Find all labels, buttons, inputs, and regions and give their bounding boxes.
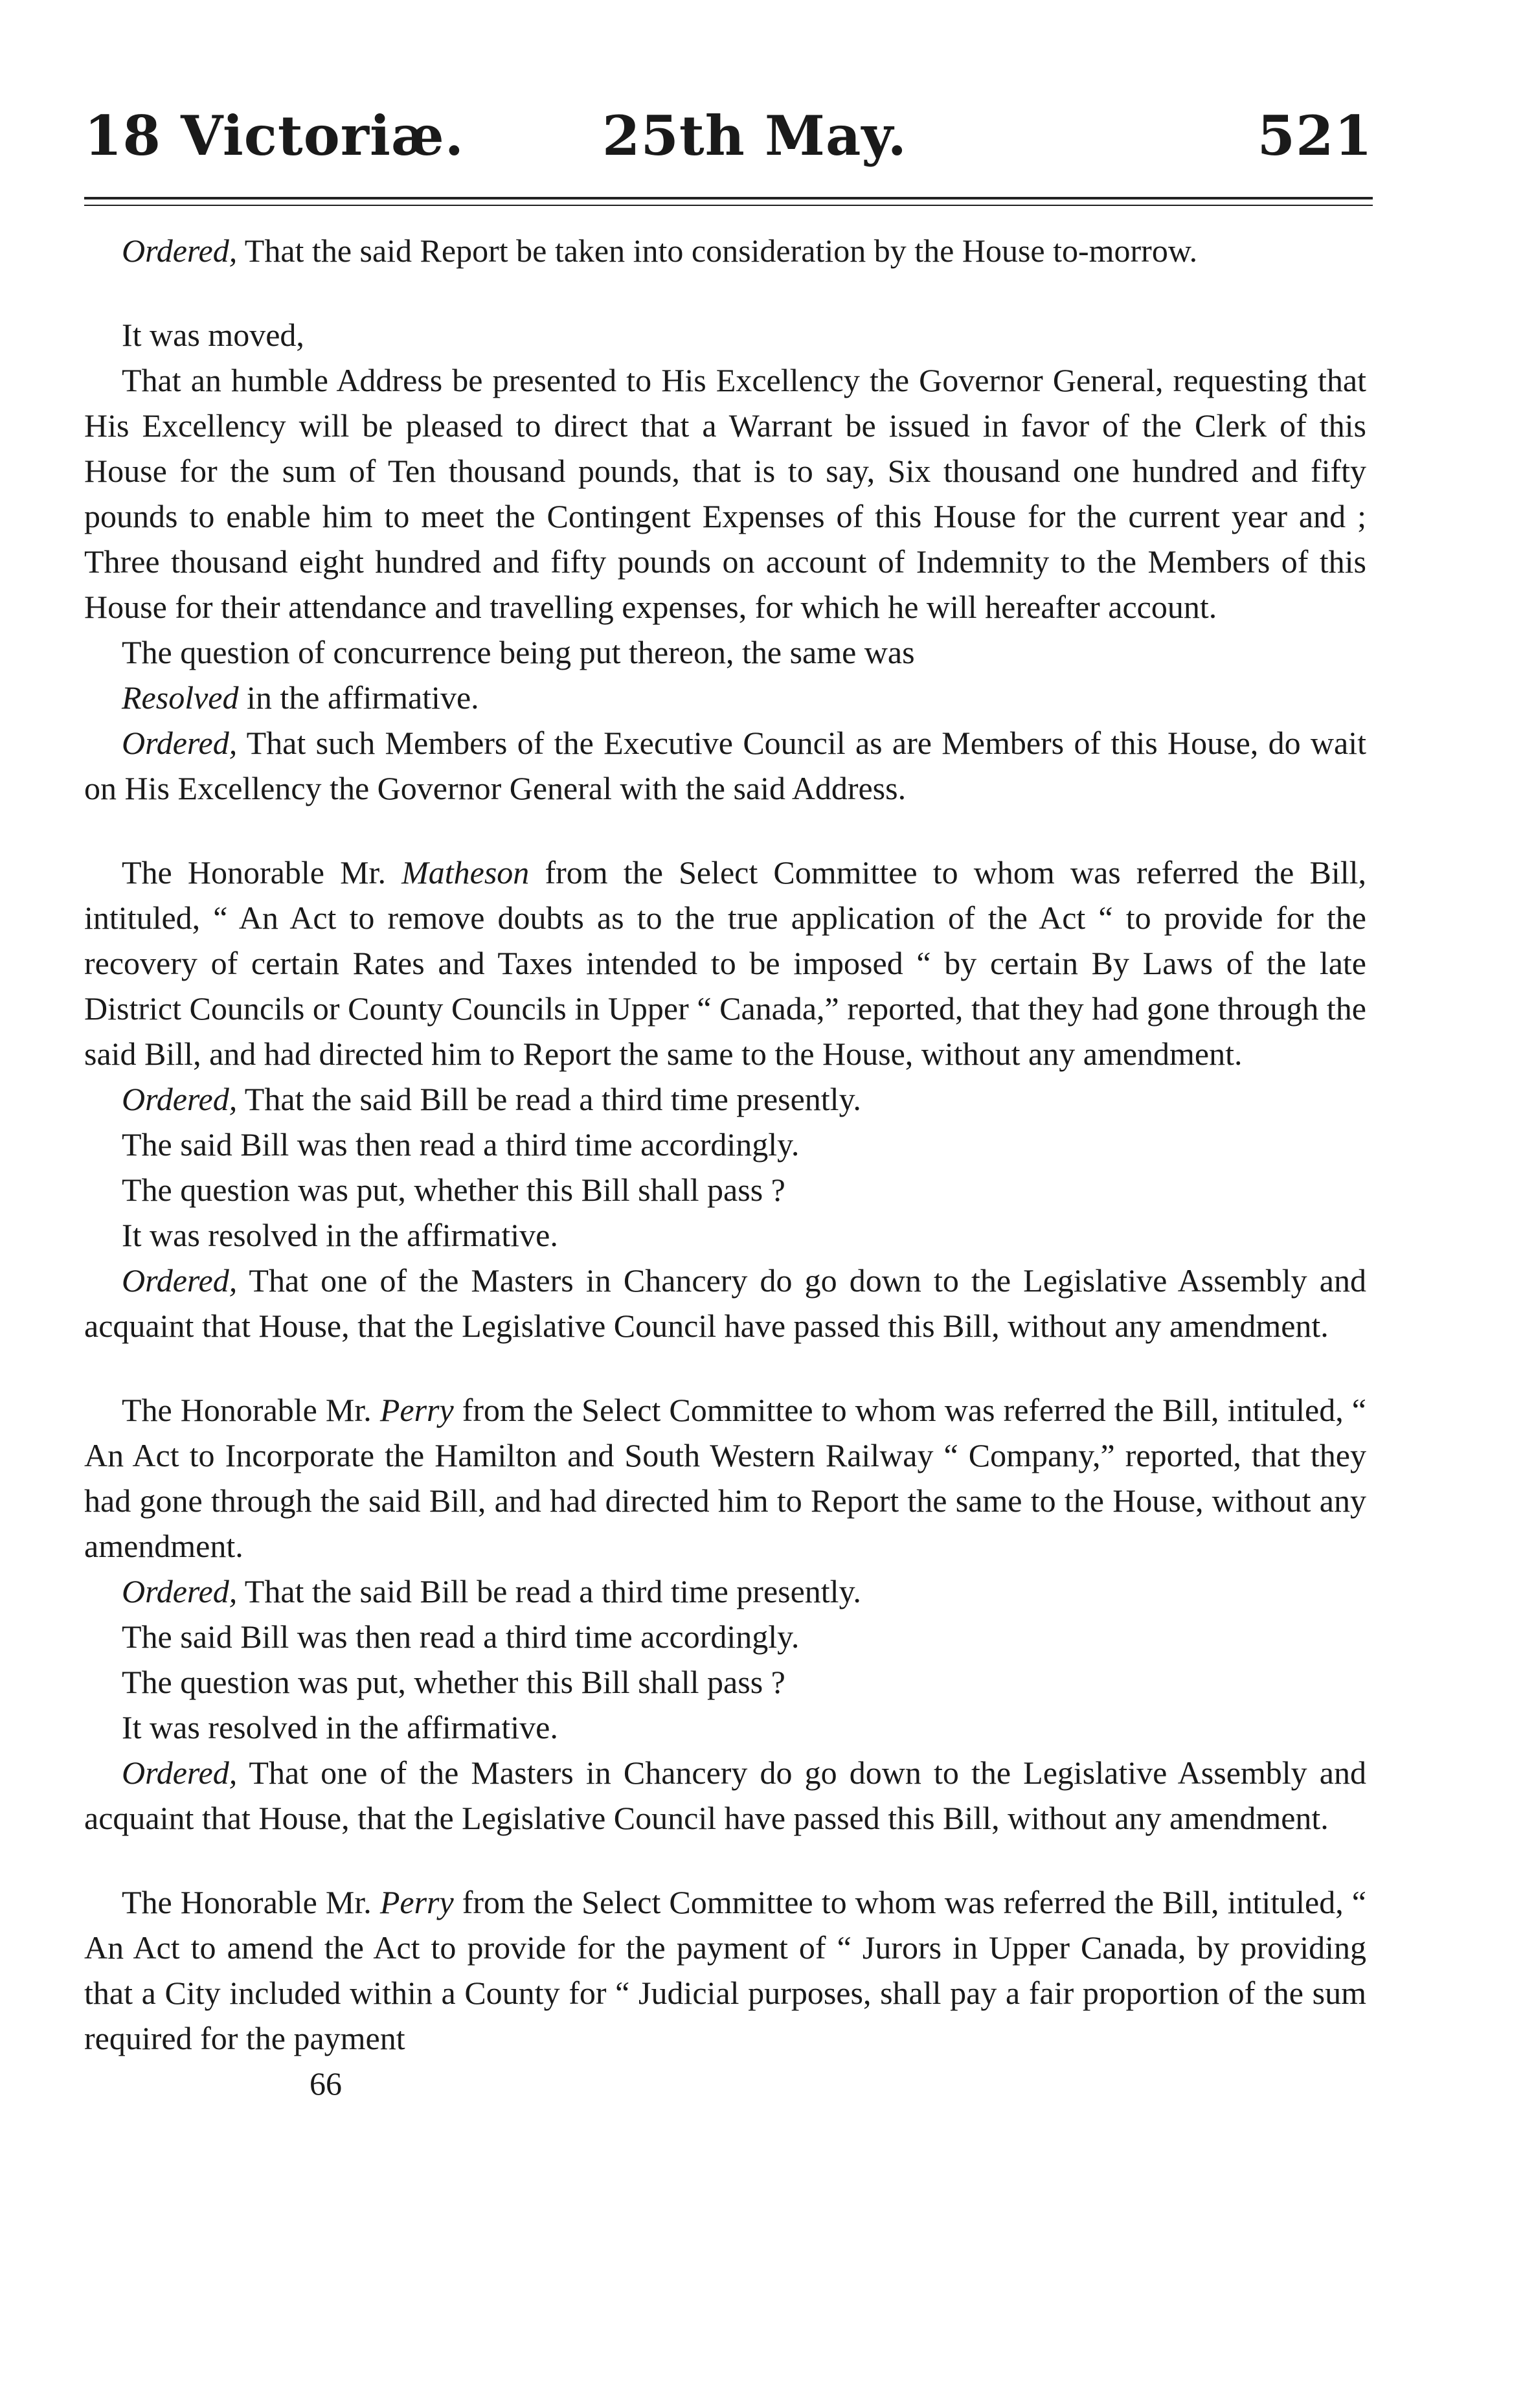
header-rule [84, 197, 1373, 206]
member-name: Matheson [401, 854, 530, 891]
paragraph-text: That an humble Address be presented to His Excellency the Governor General, requesting that His Excellency will be pleased to direct that a Warrant be issued in favor of the Clerk of this House for the sum of Ten thousand pounds, that is to say, Six thousand one hundred and fifty pounds to enable him to meet the Contingent Expenses of this House for the current year and ; Three thousand eight hundred and fifty pounds on account of Indemnity to the Members of this House for their attendance and travelling expenses, for which he will hereafter account. [84, 362, 1366, 625]
paragraph-perry-report-jurors [84, 1880, 1366, 2061]
lead-word: Ordered, [122, 1262, 238, 1299]
lead-word: Ordered, [122, 725, 238, 761]
paragraph-ordered-masters [84, 1750, 1366, 1841]
paragraph-question [84, 630, 1366, 675]
journal-body [84, 228, 1366, 2106]
paragraph-text: The said Bill was then read a third time accordingly. [122, 1126, 800, 1163]
paragraph-read-third [84, 1614, 1366, 1659]
paragraph-text: It was resolved in the affirmative. [122, 1217, 558, 1253]
paragraph-matheson-report [84, 850, 1366, 1076]
paragraph-question-pass [84, 1167, 1366, 1212]
paragraph-text: That one of the Masters in Chancery do go down to the Legislative Assembly and acquaint that House, that the Legislative Council have passed this Bill, without any amendment. [84, 1755, 1366, 1836]
member-name: Perry [379, 1884, 454, 1920]
lead-word: Ordered, [122, 1755, 238, 1791]
lead-word: Ordered, [122, 233, 238, 269]
paragraph-ordered-masters [84, 1258, 1366, 1348]
page-number: 521 [1257, 104, 1373, 168]
paragraph-prefix: The Honorable Mr. [122, 1884, 380, 1920]
paragraph-text: The question of concurrence being put thereon, the same was [122, 634, 915, 670]
lead-word: Ordered, [122, 1573, 238, 1609]
paragraph-ordered-third-reading [84, 1076, 1366, 1122]
document-page [84, 97, 1373, 2106]
paragraph-moved [84, 312, 1366, 358]
paragraph-text: That one of the Masters in Chancery do go down to the Legislative Assembly and acquaint that House, that the Legislative Council have passed this Bill, without any amendment. [84, 1262, 1366, 1344]
paragraph-prefix: The Honorable Mr. [122, 1392, 380, 1428]
paragraph-text: The said Bill was then read a third time accordingly. [122, 1619, 800, 1655]
paragraph-text: That the said Bill be read a third time presently. [237, 1081, 861, 1117]
paragraph-ordered-members [84, 720, 1366, 811]
paragraph-perry-report-railway [84, 1387, 1366, 1569]
paragraph-resolved-affirmative [84, 1212, 1366, 1258]
date-heading: 25th May. [602, 104, 907, 168]
paragraph-text: from the Select Committee to whom was referred the Bill, intituled, “ An Act to remove doubts as to the true application of the Act “ to provide for the recovery of certain Rates and Taxes intended to be imposed “ by certain By Laws of the late District Councils or County Councils in Upper “ Canada,” reported, that they had gone through the said Bill, and had directed him to Report the same to the House, without any amendment. [84, 854, 1366, 1072]
paragraph-prefix: The Honorable Mr. [122, 854, 402, 891]
regnal-year: 18 Victoriæ. [84, 104, 465, 168]
paragraph-text: That the said Bill be read a third time presently. [237, 1573, 861, 1609]
paragraph-question-pass [84, 1659, 1366, 1705]
paragraph-ordered-report [84, 228, 1366, 273]
paragraph-text: in the affirmative. [238, 679, 479, 716]
paragraph-text: It was moved, [122, 317, 304, 353]
member-name: Perry [379, 1392, 454, 1428]
lead-word: Ordered, [122, 1081, 238, 1117]
paragraph-text: That such Members of the Executive Council as are Members of this House, do wait on His Excellency the Governor General with the said Address. [84, 725, 1366, 806]
paragraph-read-third [84, 1122, 1366, 1167]
paragraph-text: That the said Report be taken into consideration by the House to-morrow. [237, 233, 1198, 269]
lead-word: Resolved [122, 679, 239, 716]
paragraph-address [84, 358, 1366, 630]
paragraph-text: from the Select Committee to whom was referred the Bill, intituled, “ An Act to amend the Act to provide for the payment of “ Jurors in Upper Canada, by providing that a City included within a County for “ Judicial purposes, shall pay a fair proportion of the sum required for the payment [84, 1884, 1366, 2056]
paragraph-text: The question was put, whether this Bill shall pass ? [122, 1664, 785, 1700]
running-header [84, 97, 1373, 175]
paragraph-ordered-third-reading [84, 1569, 1366, 1614]
paragraph-text: It was resolved in the affirmative. [122, 1709, 558, 1745]
paragraph-text: The question was put, whether this Bill shall pass ? [122, 1172, 785, 1208]
signature-mark: 66 [310, 2065, 342, 2102]
paragraph-resolved [84, 675, 1366, 720]
paragraph-resolved-affirmative [84, 1705, 1366, 1750]
paragraph-text: from the Select Committee to whom was referred the Bill, intituled, “ An Act to Incorporate the Hamilton and South Western Railway “ Company,” reported, that they had gone through the said Bill, and had directed him to Report the same to the House, without any amendment. [84, 1392, 1366, 1564]
